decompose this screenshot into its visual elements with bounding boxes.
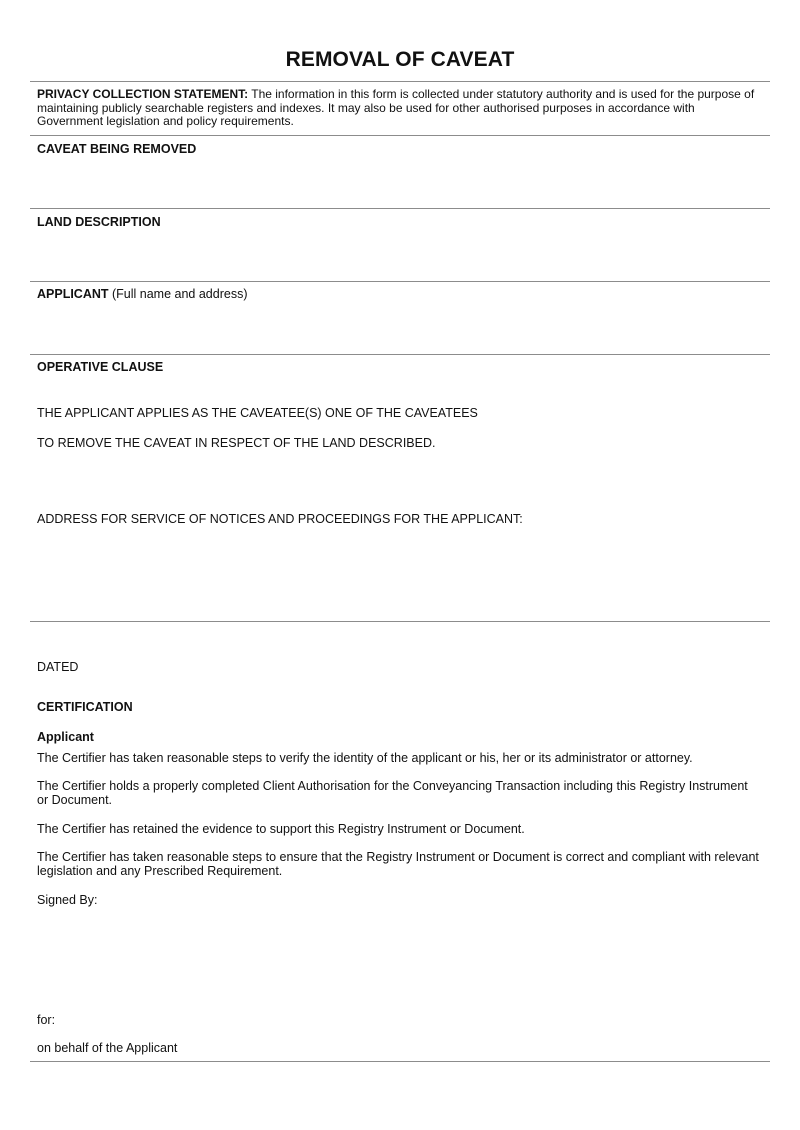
divider: [30, 1061, 770, 1062]
divider: [30, 621, 770, 622]
signed-by-label: Signed By:: [37, 893, 98, 907]
certification-subheading: Applicant: [37, 730, 94, 744]
dated-label: DATED: [37, 660, 79, 674]
applicant-note: (Full name and address): [108, 287, 248, 301]
operative-line-1: THE APPLICANT APPLIES AS THE CAVEATEE(S) ONE OF THE CAVEATEES: [37, 406, 478, 420]
divider: [30, 354, 770, 355]
land-description-heading: LAND DESCRIPTION: [37, 215, 161, 229]
divider: [30, 135, 770, 136]
divider: [30, 81, 770, 82]
caveat-heading: CAVEAT BEING REMOVED: [37, 142, 197, 156]
applicant-label: APPLICANT: [37, 287, 109, 301]
applicant-heading: [37, 287, 762, 301]
certification-paragraph-3: The Certifier has retained the evidence to support this Registry Instrument or Document.: [37, 822, 525, 836]
address-for-service-label: ADDRESS FOR SERVICE OF NOTICES AND PROCEEDINGS FOR THE APPLICANT:: [37, 512, 523, 526]
certification-paragraph-1: The Certifier has taken reasonable steps to verify the identity of the applicant or his, her or its administrator or attorney.: [37, 751, 693, 765]
privacy-text: The information in this form is collected under statutory authority and is used for the purpose of maintaining publicly searchable registers and indexes. It may also be used for other authorised purposes in accordance with Government legislation and policy requirements.: [37, 87, 755, 128]
operative-clause-heading: OPERATIVE CLAUSE: [37, 360, 164, 374]
operative-line-2: TO REMOVE THE CAVEAT IN RESPECT OF THE LAND DESCRIBED.: [37, 436, 436, 450]
divider: [30, 208, 770, 209]
page-title: REMOVAL OF CAVEAT: [285, 48, 515, 71]
certification-paragraph-4: The Certifier has taken reasonable steps to ensure that the Registry Instrument or Document is correct and compliant with relevant legislation and any Prescribed Requirement.: [37, 850, 759, 878]
on-behalf-label: on behalf of the Applicant: [37, 1041, 178, 1055]
privacy-statement: [37, 88, 762, 129]
certification-paragraph-2: The Certifier holds a properly completed Client Authorisation for the Conveyancing Transaction including this Registry Instrument or Document.: [37, 779, 748, 807]
for-label: for:: [37, 1013, 56, 1027]
divider: [30, 281, 770, 282]
certification-heading: CERTIFICATION: [37, 700, 133, 714]
privacy-label: PRIVACY COLLECTION STATEMENT:: [37, 87, 249, 101]
